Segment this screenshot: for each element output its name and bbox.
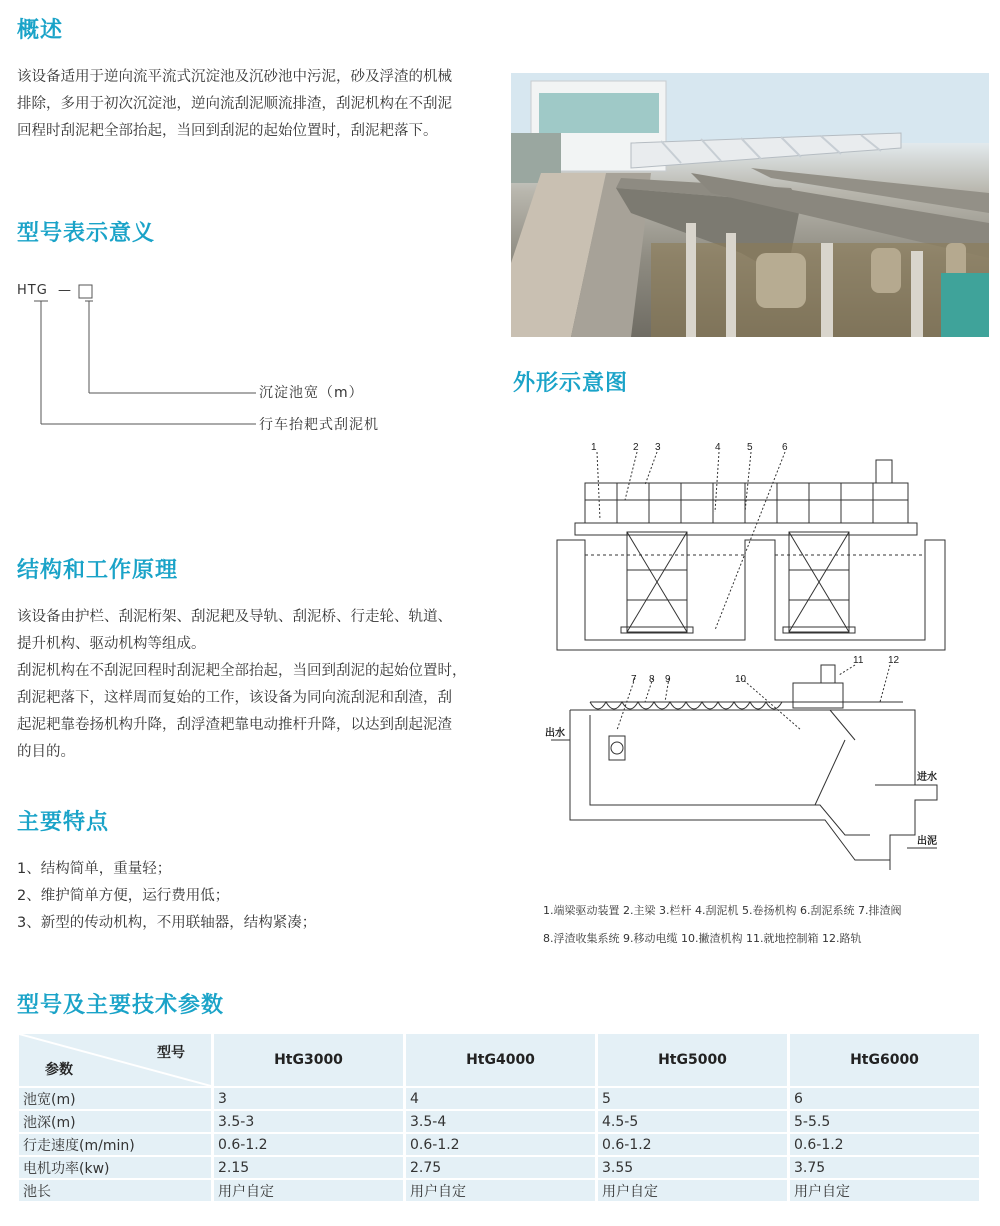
specs-title: 型号及主要技术参数 <box>17 993 225 1018</box>
features-list <box>17 856 497 937</box>
overview-title: 概述 <box>17 18 64 43</box>
water-out-label: 出水 <box>545 728 565 739</box>
table-row <box>19 1111 979 1132</box>
cell: 0.6-1.2 <box>598 1134 787 1155</box>
feature-item: 2、维护简单方便，运行费用低； <box>17 888 230 904</box>
structure-line: 的目的。 <box>17 744 75 760</box>
callout-10: 10 <box>735 674 747 685</box>
model-code-dash: — <box>58 283 71 298</box>
cell: 4.5-5 <box>598 1111 787 1132</box>
table-row <box>19 1134 979 1155</box>
cell: 用户自定 <box>598 1180 787 1201</box>
overview-line: 该设备适用于逆向流平流式沉淀池及沉砂池中污泥，砂及浮渣的机械 <box>17 69 452 85</box>
callout-9: 9 <box>665 674 671 685</box>
structure-title: 结构和工作原理 <box>17 558 179 583</box>
cell: 用户自定 <box>214 1180 403 1201</box>
callout-12: 12 <box>888 655 900 666</box>
table-row <box>19 1157 979 1178</box>
feature-item: 1、结构简单，重量轻； <box>17 861 172 877</box>
callout-8: 8 <box>649 674 655 685</box>
cell: 用户自定 <box>406 1180 595 1201</box>
structure-line: 起泥耙靠卷扬机构升降，刮浮渣耙靠电动推杆升降，以达到刮起泥渣 <box>17 717 452 733</box>
model-width-label: 沉淀池宽（m） <box>259 385 364 401</box>
outline-title: 外形示意图 <box>513 371 629 396</box>
cell: 6 <box>790 1088 979 1109</box>
structure-text <box>17 604 507 766</box>
cell: 用户自定 <box>790 1180 979 1201</box>
structure-line: 该设备由护栏、刮泥桁架、刮泥耙及导轨、刮泥桥、行走轮、轨道、 <box>17 609 452 625</box>
features-title: 主要特点 <box>17 810 110 835</box>
cell: 5 <box>598 1088 787 1109</box>
model-header: HtG3000 <box>214 1034 403 1086</box>
row-label: 池宽(m) <box>19 1088 211 1109</box>
callout-6: 6 <box>782 442 788 453</box>
callout-2: 2 <box>633 442 639 453</box>
callout-7: 7 <box>631 674 637 685</box>
row-label: 行走速度(m/min) <box>19 1134 211 1155</box>
callout-1: 1 <box>591 442 597 453</box>
table-row <box>19 1180 979 1201</box>
structure-line: 刮泥耙落下，这样周而复始的工作，该设备为同向流刮泥和刮渣，刮 <box>17 690 452 706</box>
feature-item: 3、新型的传动机构，不用联轴器，结构紧凑； <box>17 915 317 931</box>
structure-line: 提升机构、驱动机构等组成。 <box>17 636 206 652</box>
row-label: 池长 <box>19 1180 211 1201</box>
specs-table <box>16 1032 982 1203</box>
corner-model-label: 型号 <box>157 1045 185 1061</box>
sludge-out-label: 出泥 <box>917 836 937 847</box>
callout-4: 4 <box>715 442 721 453</box>
cell: 3.5-4 <box>406 1111 595 1132</box>
corner-param-label: 参数 <box>45 1062 73 1078</box>
cell: 0.6-1.2 <box>790 1134 979 1155</box>
model-type-label: 行车抬耙式刮泥机 <box>259 417 379 433</box>
model-meaning-title: 型号表示意义 <box>17 221 156 246</box>
specs-corner-cell <box>19 1034 211 1086</box>
row-label: 电机功率(kw) <box>19 1157 211 1178</box>
legend-line-1: 1.端梁驱动装置 2.主梁 3.栏杆 4.刮泥机 5.卷扬机构 6.刮泥系统 7.排渣阀 <box>543 904 902 917</box>
water-in-label: 进水 <box>917 772 937 783</box>
overview-text <box>17 64 497 145</box>
table-row <box>19 1088 979 1109</box>
cell: 3.55 <box>598 1157 787 1178</box>
structure-line: 刮泥机构在不刮泥回程时刮泥耙全部抬起，当回到刮泥的起始位置时， <box>17 663 467 679</box>
row-label: 池深(m) <box>19 1111 211 1132</box>
model-header: HtG6000 <box>790 1034 979 1086</box>
callout-5: 5 <box>747 442 753 453</box>
model-code-leader-lines <box>28 283 268 433</box>
cell: 0.6-1.2 <box>214 1134 403 1155</box>
specs-header-row <box>19 1034 979 1086</box>
overview-line: 回程时刮泥耙全部抬起，当回到刮泥的起始位置时，刮泥耙落下。 <box>17 123 438 139</box>
sedimentation-tank-photo <box>511 73 989 337</box>
callout-3: 3 <box>655 442 661 453</box>
cell: 3 <box>214 1088 403 1109</box>
cell: 2.15 <box>214 1157 403 1178</box>
cell: 4 <box>406 1088 595 1109</box>
cell: 2.75 <box>406 1157 595 1178</box>
legend-line-2: 8.浮渣收集系统 9.移动电缆 10.撇渣机构 11.就地控制箱 12.路轨 <box>543 932 862 945</box>
cell: 5-5.5 <box>790 1111 979 1132</box>
cell: 3.75 <box>790 1157 979 1178</box>
cell: 0.6-1.2 <box>406 1134 595 1155</box>
model-header: HtG4000 <box>406 1034 595 1086</box>
overview-line: 排除，多用于初次沉淀池，逆向流刮泥顺流排渣，刮泥机构在不刮泥 <box>17 96 452 112</box>
model-code: HTG <box>17 283 48 298</box>
cell: 3.5-3 <box>214 1111 403 1132</box>
outline-diagram <box>545 440 985 870</box>
model-header: HtG5000 <box>598 1034 787 1086</box>
callout-11: 11 <box>853 655 864 666</box>
